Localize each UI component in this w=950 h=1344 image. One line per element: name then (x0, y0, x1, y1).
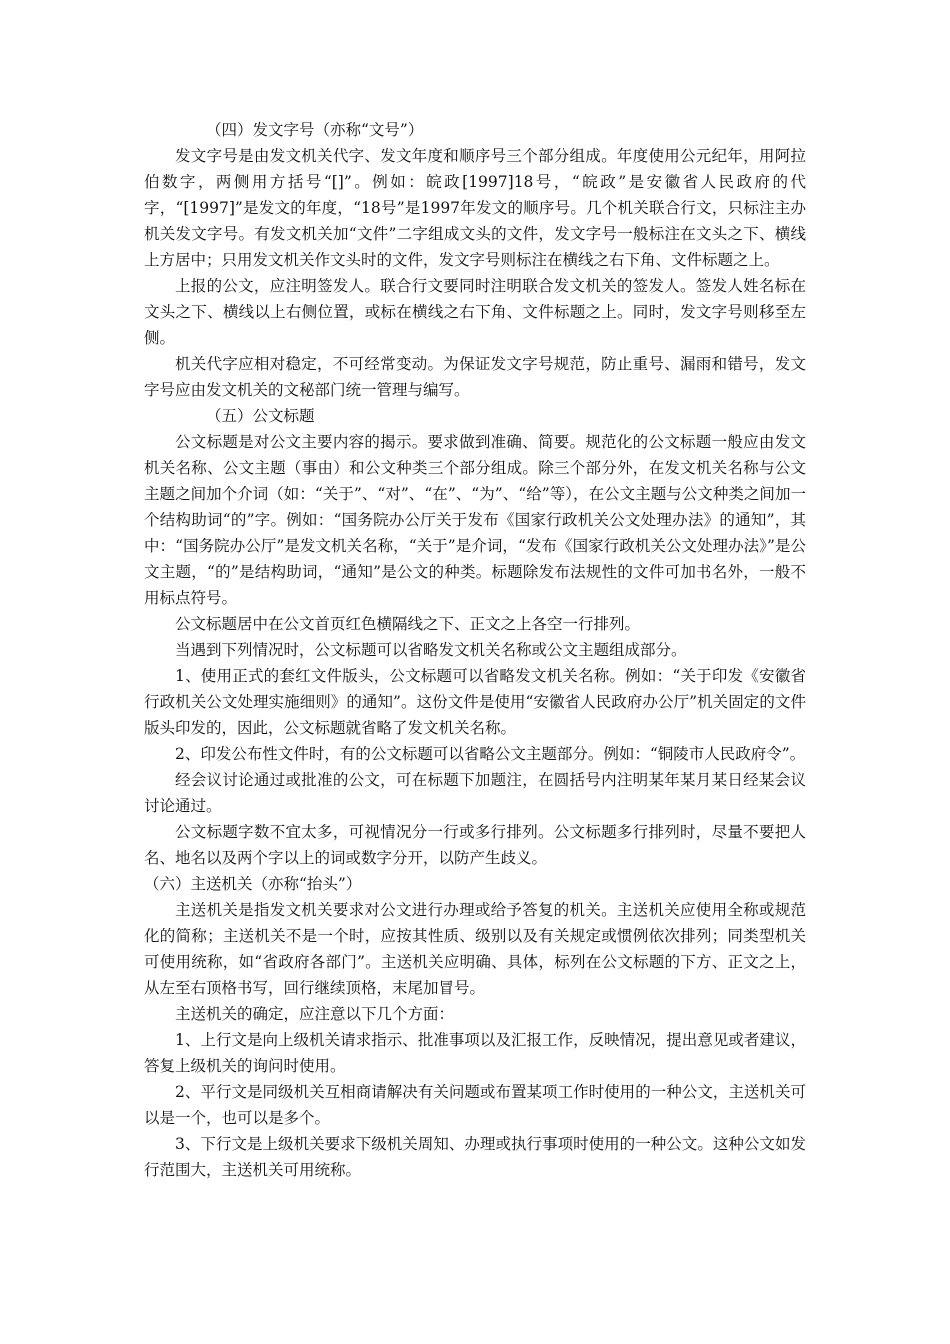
paragraph: 2、印发公布性文件时，有的公文标题可以省略公文主题部分。例如：“铜陵市人民政府令”。 (175, 745, 806, 763)
paragraph: 3、下行文是上级机关要求下级机关周知、办理或执行事项时使用的一种公文。这种公文如发行范围大，主送机关可用统称。 (144, 1135, 806, 1179)
paragraph: 发文字号是由发文机关代字、发文年度和顺序号三个部分组成。年度使用公元纪年，用阿拉伯数字，两侧用方括号“[]”。例如：皖政[1997]18号，“皖政”是安徽省人民政府的代字，“[1997]”是发文的年度，“18号”是1997年发文的顺序号。几个机关联合行文，只标注主办机关发文字号。有发文机关加“文件”二字组成文头的文件，发文字号一般标注在文头之下、横线上方居中；只用发文机关作文头时的文件，发文字号则标注在横线之右下角、文件标题之上。 (144, 147, 806, 269)
paragraph: 公文标题是对公文主要内容的揭示。要求做到准确、简要。规范化的公文标题一般应由发文机关名称、公文主题（事由）和公文种类三个部分组成。除三个部分外，在发文机关名称与公文主题之间加个介词（如：“关于”、“对”、“在”、“为”、“给”等），在公文主题与公文种类之间加一个结构助词“的”字。例如：“国务院办公厅关于发布《国家行政机关公文处理办法》的通知”，其中：“国务院办公厅”是发文机关名称，“关于”是介词，“发布《国家行政机关公文处理办法》”是公文主题，“的”是结构助词，“通知”是公文的种类。标题除发布法规性的文件可加书名外，一般不用标点符号。 (144, 433, 806, 607)
section-heading: （六）主送机关（亦称“抬头”） (144, 875, 362, 893)
paragraph: 1、使用正式的套红文件版头，公文标题可以省略发文机关名称。例如：“关于印发《安徽省行政机关公文处理实施细则》的通知”。这份文件是使用“安徽省人民政府办公厅”机关固定的文件版头印发的，因此，公文标题就省略了发文机关名称。 (144, 667, 806, 737)
paragraph: 上报的公文，应注明签发人。联合行文要同时注明联合发文机关的签发人。签发人姓名标在文头之下、横线以上右侧位置，或标在横线之右下角、文件标题之上。同时，发文字号则移至左侧。 (144, 277, 806, 347)
paragraph: 1、上行文是向上级机关请求指示、批准事项以及汇报工作，反映情况，提出意见或者建议，答复上级机关的询问时使用。 (144, 1031, 806, 1075)
paragraph: 公文标题居中在公文首页红色横隔线之下、正文之上各空一行排列。 (175, 615, 641, 633)
paragraph: 当遇到下列情况时，公文标题可以省略发文机关名称或公文主题组成部分。 (175, 641, 687, 659)
paragraph: 经会议讨论通过或批准的公文，可在标题下加题注，在圆括号内注明某年某月某日经某会议讨论通过。 (144, 771, 806, 815)
paragraph: 公文标题字数不宜太多，可视情况分一行或多行排列。公文标题多行排列时，尽量不要把人名、地名以及两个字以上的词或数字分开，以防产生歧义。 (144, 823, 806, 867)
section-heading: （四）发文字号（亦称“文号”） (206, 121, 424, 139)
section-heading: （五）公文标题 (206, 407, 315, 425)
paragraph: 机关代字应相对稳定，不可经常变动。为保证发文字号规范，防止重号、漏雨和错号，发文字号应由发文机关的文秘部门统一管理与编写。 (144, 355, 806, 399)
document-body (144, 117, 806, 1183)
paragraph: 主送机关是指发文机关要求对公文进行办理或给予答复的机关。主送机关应使用全称或规范化的简称；主送机关不是一个时，应按其性质、级别以及有关规定或惯例依次排列；同类型机关可使用统称，如“省政府各部门”。主送机关应明确、具体，标列在公文标题的下方、正文之上，从左至右顶格书写，回行继续顶格，末尾加冒号。 (144, 901, 806, 997)
paragraph: 2、平行文是同级机关互相商请解决有关问题或布置某项工作时使用的一种公文，主送机关可以是一个，也可以是多个。 (144, 1083, 806, 1127)
paragraph: 主送机关的确定，应注意以下几个方面： (175, 1005, 455, 1023)
